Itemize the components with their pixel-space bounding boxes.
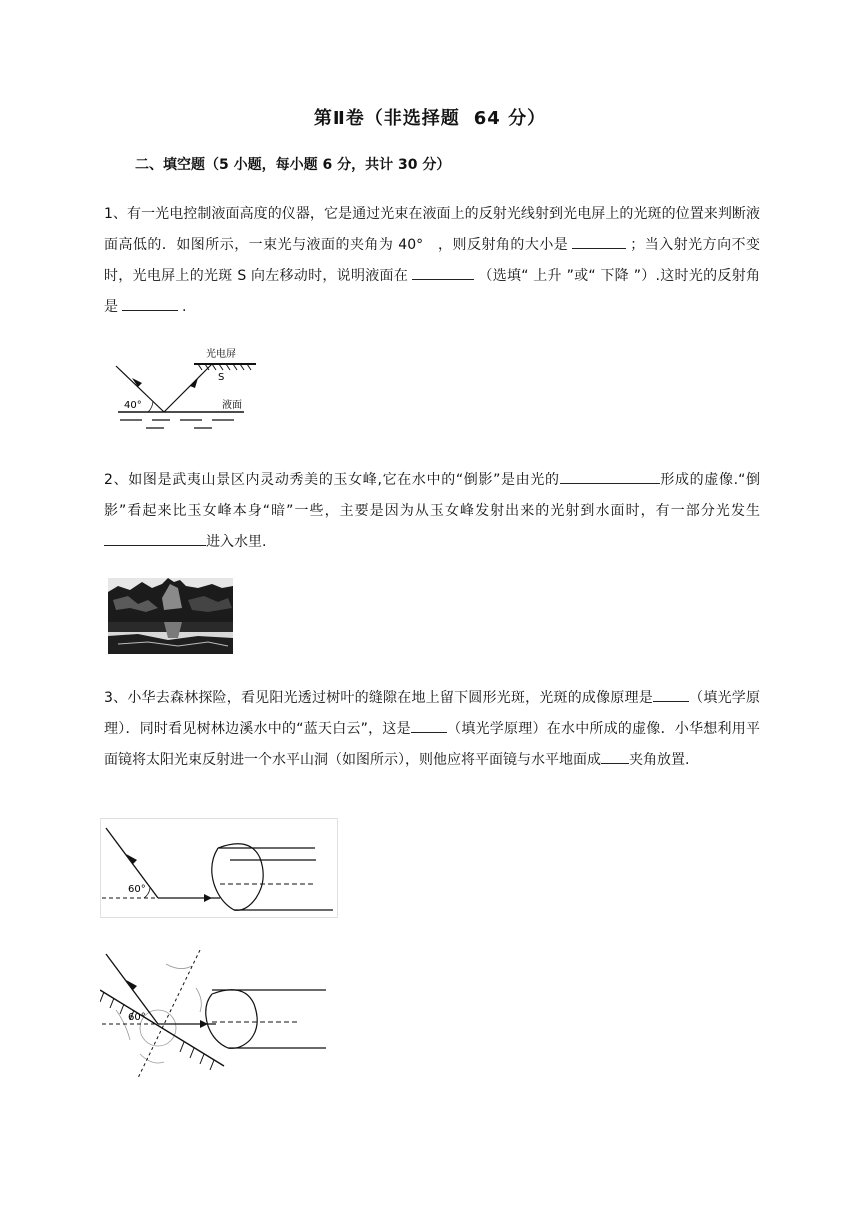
q1-text-4: . bbox=[182, 299, 187, 315]
spot-label: S bbox=[218, 372, 225, 383]
water-dashes bbox=[120, 420, 234, 428]
q3-text-2: （填光学原理）．同时看见树林边溪水中的“蓝天白云”，这是 bbox=[104, 690, 761, 737]
q3-blank-2[interactable] bbox=[411, 718, 447, 733]
q1-blank-3[interactable] bbox=[122, 296, 178, 311]
q3-text-4: 夹角放置. bbox=[629, 752, 690, 768]
q1-blank-2[interactable] bbox=[412, 265, 474, 280]
question-3 bbox=[104, 683, 760, 776]
q2-blank-1[interactable] bbox=[560, 469, 660, 484]
part-title-score: 64 分） bbox=[473, 108, 547, 129]
q3-text-3: （填光学原理）在水中所成的虚像．小华想利用平面镜将太阳光束反射进一个水平山洞（如图所示），则他应将平面镜与水平地面成 bbox=[104, 721, 760, 768]
q1-text-1: 1、有一光电控制液面高度的仪器，它是通过光束在液面上的反射光线射到光电屏上的光斑的位置来判断液面高低的．如图所示，一束光与液面的夹角为 40° ，则反射角的大小是 bbox=[104, 206, 760, 253]
q2-text-1: 2、如图是武夷山景区内灵动秀美的玉女峰,它在水中的“倒影”是由光的 bbox=[104, 472, 560, 488]
q1-text-3: （选填“ 上升 ”或“ 下降 ”）.这时光的反射角是 bbox=[104, 268, 760, 315]
q2-blank-2[interactable] bbox=[104, 531, 206, 546]
question-2 bbox=[104, 465, 760, 558]
yunu-peak-photo bbox=[108, 578, 233, 654]
q1-blank-1[interactable] bbox=[572, 234, 626, 249]
q2-text-3: 进入水里. bbox=[206, 534, 267, 550]
surface-label: 液面 bbox=[222, 400, 242, 411]
q1-reflection-figure bbox=[108, 344, 268, 436]
q3-blank-3[interactable] bbox=[601, 749, 629, 764]
angle-label-60-2: 60° bbox=[128, 1012, 146, 1023]
cave-entrance-2 bbox=[212, 990, 257, 1049]
question-1 bbox=[104, 199, 760, 323]
part-title bbox=[0, 104, 860, 130]
q3-mirror-solution-figure bbox=[100, 950, 330, 1080]
angle-label-60: 60° bbox=[128, 884, 146, 895]
screen-label: 光电屏 bbox=[206, 349, 236, 360]
q1-text-2: ；当入射光方向不变时，光电屏上的光斑 S 向左移动时，说明液面在 bbox=[104, 237, 761, 284]
reflected-ray bbox=[164, 364, 212, 412]
q3-blank-1[interactable] bbox=[653, 687, 689, 702]
angle-arc bbox=[148, 401, 153, 412]
q3-cave-figure bbox=[100, 818, 338, 918]
mirror-hatching bbox=[100, 992, 214, 1070]
q2-text-2: 形成的虚像.“倒影”看起来比玉女峰本身“暗”一些，主要是因为从玉女峰发射出来的光射到水面时，有一部分光发生 bbox=[104, 472, 760, 519]
yunu-peak-image bbox=[108, 578, 233, 654]
plane-mirror bbox=[100, 990, 224, 1066]
horizontal-ray-arrow bbox=[204, 894, 212, 902]
part-title-main: 第Ⅱ卷（非选择题 bbox=[313, 108, 460, 129]
q3-text-1: 3、小华去森林探险，看见阳光透过树叶的缝隙在地上留下圆形光斑，光斑的成像原理是 bbox=[104, 690, 653, 706]
reflected-arrow bbox=[190, 378, 198, 388]
angle-label: 40° bbox=[124, 400, 142, 411]
cave-entrance bbox=[218, 844, 263, 910]
section-heading: 二、填空题（5 小题，每小题 6 分，共计 30 分） bbox=[135, 157, 451, 173]
